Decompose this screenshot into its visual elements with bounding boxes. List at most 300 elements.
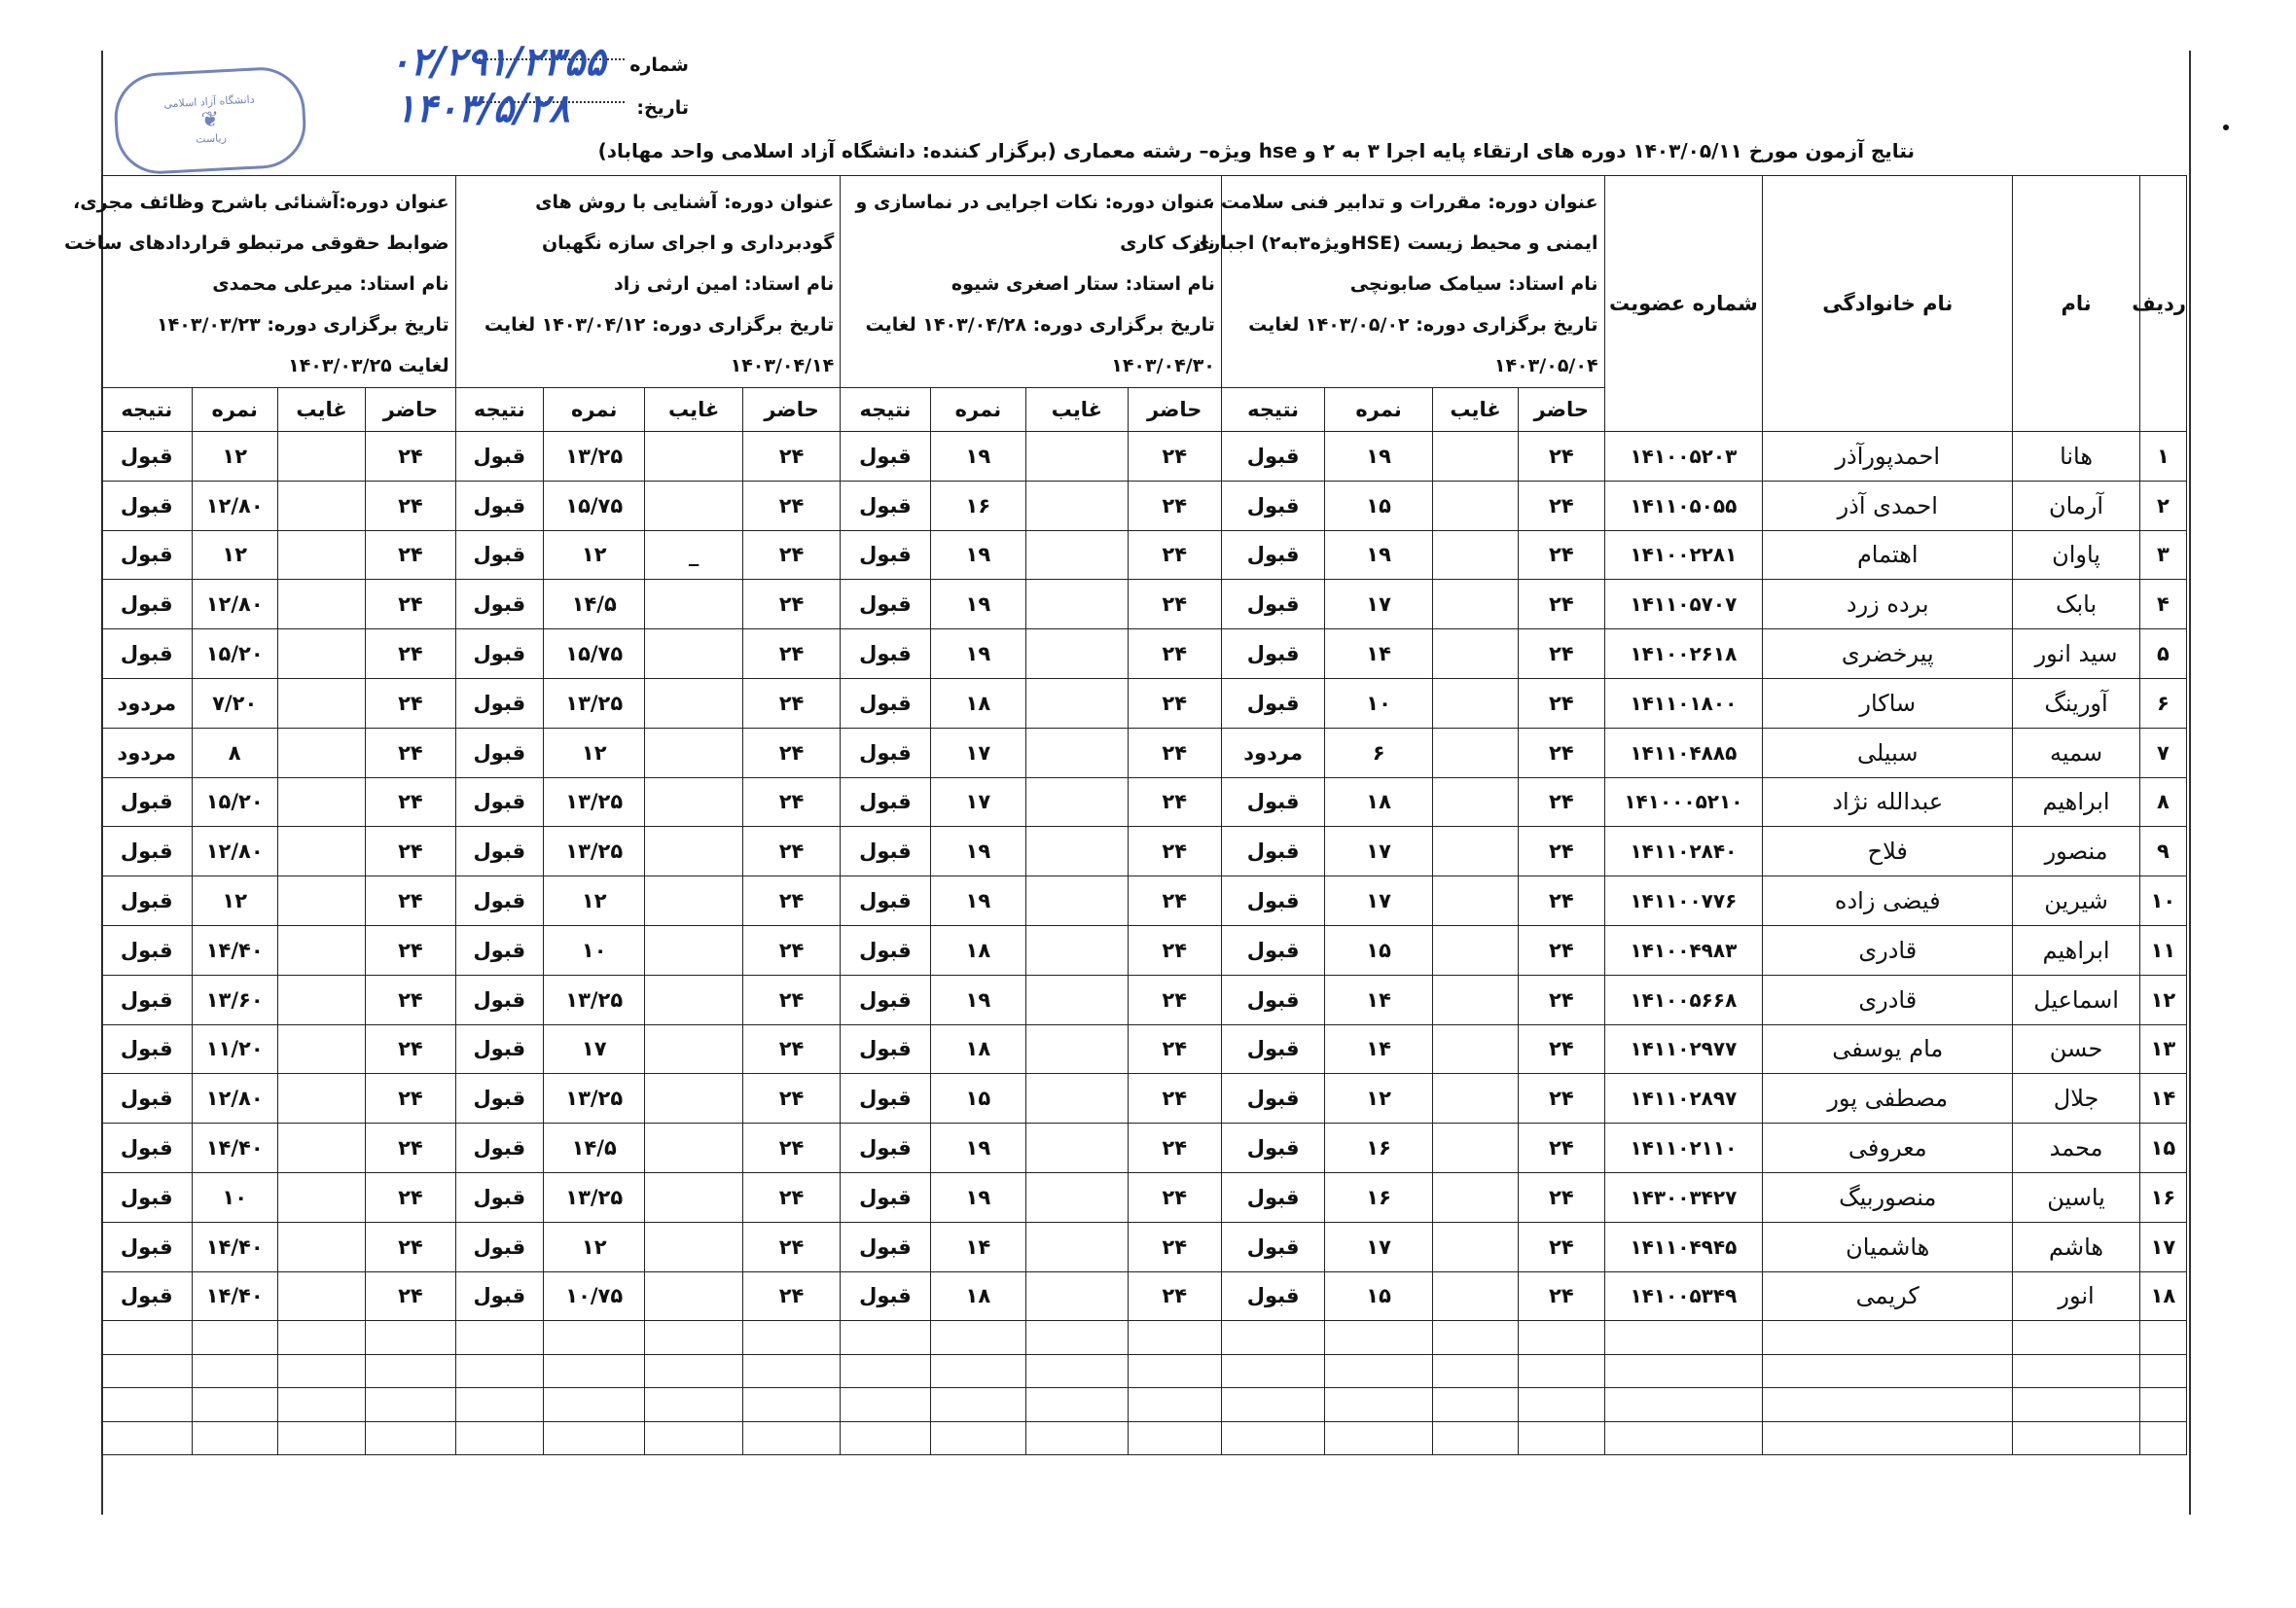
cell-course-2-absent [1026, 481, 1128, 530]
cell-course-3-score: ۱۲ [544, 530, 645, 580]
cell-course-2-absent [1026, 777, 1128, 827]
cell-course-1-present: ۲۴ [1519, 777, 1604, 827]
empty-cell [2139, 1421, 2186, 1455]
empty-cell [841, 1421, 930, 1455]
cell-course-1-present: ۲۴ [1519, 975, 1604, 1024]
stamp-line: دانشگاه آزاد اسلامی [163, 92, 255, 111]
cell-course-1-result: قبول [1221, 1074, 1324, 1124]
cell-course-2-result: قبول [841, 876, 930, 926]
cell-course-4-score: ۱۰ [192, 1172, 277, 1222]
cell-course-2-present: ۲۴ [1128, 827, 1221, 876]
cell-course-1-present: ۲۴ [1519, 1074, 1604, 1124]
cell-course-2-absent [1026, 975, 1128, 1024]
empty-cell [1604, 1321, 1763, 1355]
cell-course-3-result: قبول [455, 580, 543, 629]
empty-cell [366, 1421, 455, 1455]
cell-course-3-present: ۲۴ [742, 827, 840, 876]
cell-course-4-absent [277, 1124, 365, 1173]
cell-course-4-result: قبول [102, 1074, 193, 1124]
cell-row-number: ۱ [2139, 432, 2186, 482]
cell-course-2-result: قبول [841, 1024, 930, 1074]
cell-course-3-present: ۲۴ [742, 1024, 840, 1074]
empty-cell [544, 1421, 645, 1455]
cell-course-2-result: قبول [841, 530, 930, 580]
cell-course-4-score: ۱۲/۸۰ [192, 580, 277, 629]
cell-course-3-score: ۱۳/۲۵ [544, 1074, 645, 1124]
results-table [63, 175, 2187, 1455]
empty-cell [645, 1354, 742, 1388]
cell-row-number: ۱۱ [2139, 925, 2186, 975]
cell-course-4-absent [277, 1222, 365, 1271]
empty-cell [1026, 1388, 1128, 1422]
cell-course-4-absent [277, 876, 365, 926]
cell-course-2-absent [1026, 1074, 1128, 1124]
cell-course-2-present: ۲۴ [1128, 1074, 1221, 1124]
cell-name: انور [2013, 1271, 2140, 1321]
table-row [102, 678, 2187, 728]
cell-course-4-score: ۱۴/۴۰ [192, 1124, 277, 1173]
cell-course-2-result: قبول [841, 432, 930, 482]
cell-course-1-score: ۱۲ [1325, 1074, 1432, 1124]
table-row [102, 629, 2187, 679]
cell-course-1-absent [1432, 678, 1518, 728]
empty-cell [1432, 1354, 1518, 1388]
cell-course-1-absent [1432, 580, 1518, 629]
cell-course-4-score: ۷/۲۰ [192, 678, 277, 728]
cell-course-3-score: ۱۲ [544, 728, 645, 777]
empty-cell [1128, 1388, 1221, 1422]
col-header-score: نمره [1325, 388, 1432, 432]
empty-cell [1604, 1388, 1763, 1422]
cell-row-number: ۱۳ [2139, 1024, 2186, 1074]
cell-course-4-present: ۲۴ [366, 1222, 455, 1271]
cell-course-2-absent [1026, 1271, 1128, 1321]
course-3-line: گودبرداری و اجرای سازه نگهبان [541, 232, 835, 254]
cell-row-number: ۱۸ [2139, 1271, 2186, 1321]
cell-course-3-absent [645, 975, 742, 1024]
cell-member: ۱۴۱۱۰۲۱۱۰ [1604, 1124, 1763, 1173]
cell-course-4-score: ۱۴/۴۰ [192, 1271, 277, 1321]
cell-course-3-result: قبول [455, 481, 543, 530]
cell-name: هانا [2013, 432, 2140, 482]
cell-course-1-score: ۱۹ [1325, 530, 1432, 580]
cell-name: محمد [2013, 1124, 2140, 1173]
cell-course-4-score: ۱۵/۲۰ [192, 777, 277, 827]
empty-cell [1026, 1421, 1128, 1455]
cell-course-4-score: ۱۴/۴۰ [192, 1222, 277, 1271]
cell-course-2-score: ۱۹ [930, 629, 1025, 679]
course-header-2 [841, 176, 1222, 388]
cell-row-number: ۶ [2139, 678, 2186, 728]
cell-course-2-score: ۱۹ [930, 432, 1025, 482]
empty-cell [544, 1388, 645, 1422]
cell-course-4-result: قبول [102, 827, 193, 876]
university-stamp [112, 65, 307, 176]
cell-course-3-score: ۱۷ [544, 1024, 645, 1074]
cell-course-2-absent [1026, 827, 1128, 876]
cell-course-3-present: ۲۴ [742, 1172, 840, 1222]
cell-family: قادری [1763, 975, 2013, 1024]
empty-cell [366, 1321, 455, 1355]
cell-course-1-score: ۱۷ [1325, 1222, 1432, 1271]
empty-cell [192, 1354, 277, 1388]
cell-course-4-score: ۱۲ [192, 530, 277, 580]
cell-row-number: ۲ [2139, 481, 2186, 530]
cell-member: ۱۴۱۰۰۲۶۱۸ [1604, 629, 1763, 679]
cell-course-2-present: ۲۴ [1128, 1024, 1221, 1074]
cell-course-4-score: ۱۴/۴۰ [192, 925, 277, 975]
table-row [102, 481, 2187, 530]
cell-name: ابراهیم [2013, 777, 2140, 827]
cell-course-2-present: ۲۴ [1128, 580, 1221, 629]
cell-course-4-score: ۱۳/۶۰ [192, 975, 277, 1024]
cell-course-4-absent [277, 1271, 365, 1321]
empty-cell [102, 1354, 193, 1388]
cell-course-4-score: ۱۲/۸۰ [192, 1074, 277, 1124]
course-3-line: ۱۴۰۳/۰۴/۱۴ [730, 355, 835, 376]
course-1-line: ۱۴۰۳/۰۵/۰۴ [1493, 355, 1598, 376]
cell-course-3-present: ۲۴ [742, 1222, 840, 1271]
cell-course-4-result: قبول [102, 629, 193, 679]
cell-course-2-present: ۲۴ [1128, 1172, 1221, 1222]
col-header-present: حاضر [742, 388, 840, 432]
cell-course-1-absent [1432, 530, 1518, 580]
cell-course-3-score: ۱۴/۵ [544, 580, 645, 629]
empty-cell [192, 1421, 277, 1455]
empty-cell [841, 1354, 930, 1388]
cell-course-1-absent [1432, 432, 1518, 482]
course-4-line: عنوان دوره:آشنائی باشرح وظائف مجری، [73, 192, 449, 213]
cell-course-1-result: قبول [1221, 876, 1324, 926]
cell-course-4-result: قبول [102, 432, 193, 482]
empty-cell [1026, 1321, 1128, 1355]
cell-course-3-result: قبول [455, 1124, 543, 1173]
cell-course-4-present: ۲۴ [366, 1172, 455, 1222]
cell-course-2-score: ۱۸ [930, 1024, 1025, 1074]
course-1-line: ایمنی و محیط زیست (HSEویژه۳به۲) اجباری [1192, 232, 1598, 254]
empty-cell [645, 1421, 742, 1455]
cell-course-3-absent [645, 1024, 742, 1074]
cell-course-3-result: قبول [455, 1074, 543, 1124]
empty-cell [1519, 1321, 1604, 1355]
empty-cell [1519, 1354, 1604, 1388]
cell-course-2-result: قبول [841, 1124, 930, 1173]
cell-course-2-present: ۲۴ [1128, 481, 1221, 530]
page-title: نتایج آزمون مورخ ۱۴۰۳/۰۵/۱۱ دوره های ارتقاء پایه اجرا ۳ به ۲ و hse ویژه– رشته معماری (برگزار کننده: دانشگاه آزاد اسلامی واحد مهاباد) [597, 139, 1915, 162]
col-header-name: نام [2013, 176, 2140, 432]
empty-cell [1221, 1321, 1324, 1355]
empty-cell [1325, 1421, 1432, 1455]
cell-course-1-score: ۱۸ [1325, 777, 1432, 827]
cell-course-3-result: قبول [455, 728, 543, 777]
cell-course-4-result: قبول [102, 925, 193, 975]
cell-course-3-result: قبول [455, 925, 543, 975]
cell-course-3-score: ۱۴/۵ [544, 1124, 645, 1173]
empty-cell [102, 1321, 193, 1355]
cell-course-2-result: قبول [841, 1172, 930, 1222]
cell-course-1-result: قبول [1221, 1222, 1324, 1271]
cell-course-3-result: قبول [455, 629, 543, 679]
cell-course-2-absent [1026, 925, 1128, 975]
cell-course-4-absent [277, 481, 365, 530]
cell-member: ۱۴۱۰۰۵۲۰۳ [1604, 432, 1763, 482]
empty-cell [2013, 1421, 2140, 1455]
cell-course-1-present: ۲۴ [1519, 728, 1604, 777]
cell-course-4-result: قبول [102, 481, 193, 530]
cell-row-number: ۹ [2139, 827, 2186, 876]
cell-course-1-result: قبول [1221, 678, 1324, 728]
cell-row-number: ۱۶ [2139, 1172, 2186, 1222]
cell-course-4-present: ۲۴ [366, 432, 455, 482]
cell-family: قادری [1763, 925, 2013, 975]
cell-course-3-result: قبول [455, 827, 543, 876]
col-header-result: نتیجه [455, 388, 543, 432]
cell-course-1-present: ۲۴ [1519, 678, 1604, 728]
cell-family: مصطفی پور [1763, 1074, 2013, 1124]
cell-course-2-present: ۲۴ [1128, 629, 1221, 679]
empty-cell [742, 1321, 840, 1355]
cell-course-2-present: ۲۴ [1128, 432, 1221, 482]
cell-course-1-absent [1432, 1271, 1518, 1321]
empty-cell [1221, 1421, 1324, 1455]
cell-course-3-score: ۱۳/۲۵ [544, 975, 645, 1024]
course-3-line: عنوان دوره: آشنایی با روش های [535, 192, 835, 213]
cell-course-1-present: ۲۴ [1519, 925, 1604, 975]
cell-row-number: ۵ [2139, 629, 2186, 679]
cell-course-2-score: ۱۷ [930, 777, 1025, 827]
cell-course-3-present: ۲۴ [742, 432, 840, 482]
empty-cell [645, 1321, 742, 1355]
cell-course-2-absent [1026, 678, 1128, 728]
table-row [102, 827, 2187, 876]
empty-cell [277, 1421, 365, 1455]
cell-course-2-score: ۱۷ [930, 728, 1025, 777]
cell-course-3-result: قبول [455, 1024, 543, 1074]
empty-cell [102, 1388, 193, 1422]
cell-course-3-score: ۱۳/۲۵ [544, 432, 645, 482]
cell-course-4-absent [277, 1172, 365, 1222]
cell-course-2-absent [1026, 530, 1128, 580]
course-header-4 [63, 176, 456, 388]
cell-course-3-present: ۲۴ [742, 1074, 840, 1124]
empty-cell [192, 1388, 277, 1422]
number-row [389, 39, 689, 85]
col-header-absent: غایب [277, 388, 365, 432]
empty-cell [1128, 1421, 1221, 1455]
cell-course-3-present: ۲۴ [742, 629, 840, 679]
cell-course-4-result: قبول [102, 1024, 193, 1074]
cell-family: هاشمیان [1763, 1222, 2013, 1271]
cell-course-1-present: ۲۴ [1519, 1222, 1604, 1271]
cell-course-4-result: مردود [102, 678, 193, 728]
cell-course-1-score: ۶ [1325, 728, 1432, 777]
cell-name: پاوان [2013, 530, 2140, 580]
empty-cell [841, 1388, 930, 1422]
table-row [102, 1124, 2187, 1173]
cell-course-2-score: ۱۹ [930, 1172, 1025, 1222]
cell-course-3-result: قبول [455, 777, 543, 827]
table-row [102, 1074, 2187, 1124]
cell-name: آورینگ [2013, 678, 2140, 728]
cell-course-4-absent [277, 530, 365, 580]
cell-course-2-present: ۲۴ [1128, 975, 1221, 1024]
cell-member: ۱۴۱۱۰۴۹۴۵ [1604, 1222, 1763, 1271]
cell-course-3-absent [645, 1222, 742, 1271]
cell-course-2-absent [1026, 728, 1128, 777]
cell-name: سید انور [2013, 629, 2140, 679]
cell-course-4-present: ۲۴ [366, 481, 455, 530]
empty-cell [1763, 1321, 2013, 1355]
cell-course-4-result: قبول [102, 1124, 193, 1173]
cell-course-4-result: قبول [102, 1271, 193, 1321]
cell-family: پیرخضری [1763, 629, 2013, 679]
course-2-line: نازک کاری [1120, 232, 1215, 254]
cell-course-2-result: قبول [841, 481, 930, 530]
cell-course-2-present: ۲۴ [1128, 777, 1221, 827]
cell-course-2-score: ۱۹ [930, 975, 1025, 1024]
cell-course-2-result: قبول [841, 777, 930, 827]
cell-course-4-result: قبول [102, 777, 193, 827]
cell-family: ساکار [1763, 678, 2013, 728]
date-row [395, 82, 689, 131]
cell-course-4-present: ۲۴ [366, 1271, 455, 1321]
cell-course-4-result: قبول [102, 1222, 193, 1271]
cell-course-1-present: ۲۴ [1519, 1124, 1604, 1173]
col-header-result: نتیجه [1221, 388, 1324, 432]
cell-course-2-result: قبول [841, 678, 930, 728]
cell-course-3-absent [645, 580, 742, 629]
cell-course-2-score: ۱۹ [930, 580, 1025, 629]
empty-cell [544, 1354, 645, 1388]
col-header-present: حاضر [1519, 388, 1604, 432]
table-row [102, 728, 2187, 777]
cell-course-3-score: ۱۳/۲۵ [544, 1172, 645, 1222]
cell-course-3-result: قبول [455, 1271, 543, 1321]
number-label: شماره [629, 54, 689, 76]
cell-course-3-score: ۱۰ [544, 925, 645, 975]
header-main-row [102, 176, 2187, 388]
empty-cell [455, 1321, 543, 1355]
cell-course-4-score: ۱۱/۲۰ [192, 1024, 277, 1074]
cell-course-4-score: ۸ [192, 728, 277, 777]
cell-course-1-result: قبول [1221, 827, 1324, 876]
cell-course-1-result: مردود [1221, 728, 1324, 777]
cell-member: ۱۴۱۱۰۲۹۷۷ [1604, 1024, 1763, 1074]
cell-member: ۱۴۱۱۰۱۸۰۰ [1604, 678, 1763, 728]
table-row [102, 925, 2187, 975]
col-header-score: نمره [192, 388, 277, 432]
cell-family: اهتمام [1763, 530, 2013, 580]
cell-course-1-absent [1432, 1124, 1518, 1173]
table-row [102, 1271, 2187, 1321]
col-header-score: نمره [930, 388, 1025, 432]
col-header-absent: غایب [1432, 388, 1518, 432]
cell-course-2-score: ۱۵ [930, 1074, 1025, 1124]
cell-course-3-present: ۲۴ [742, 678, 840, 728]
cell-course-1-absent [1432, 827, 1518, 876]
col-header-absent: غایب [1026, 388, 1128, 432]
cell-member: ۱۴۱۱۰۲۸۹۷ [1604, 1074, 1763, 1124]
cell-course-4-absent [277, 1024, 365, 1074]
cell-course-3-result: قبول [455, 1222, 543, 1271]
table-row [102, 530, 2187, 580]
cell-course-4-result: قبول [102, 580, 193, 629]
cell-family: فیضی زاده [1763, 876, 2013, 926]
stamp-line: ریاست [195, 131, 228, 146]
col-header-score: نمره [544, 388, 645, 432]
cell-course-2-result: قبول [841, 1074, 930, 1124]
cell-course-1-present: ۲۴ [1519, 1172, 1604, 1222]
cell-course-1-present: ۲۴ [1519, 580, 1604, 629]
empty-cell [1432, 1388, 1518, 1422]
table-row [102, 1024, 2187, 1074]
cell-course-3-score: ۱۲ [544, 1222, 645, 1271]
cell-course-3-absent [645, 728, 742, 777]
cell-row-number: ۷ [2139, 728, 2186, 777]
cell-course-4-present: ۲۴ [366, 580, 455, 629]
empty-cell [1325, 1354, 1432, 1388]
cell-name: جلال [2013, 1074, 2140, 1124]
empty-cell [544, 1321, 645, 1355]
empty-cell [742, 1421, 840, 1455]
cell-family: مام یوسفی [1763, 1024, 2013, 1074]
cell-member: ۱۴۱۰۰۵۶۶۸ [1604, 975, 1763, 1024]
cell-course-3-result: قبول [455, 876, 543, 926]
empty-cell [930, 1388, 1025, 1422]
cell-course-2-result: قبول [841, 925, 930, 975]
cell-row-number: ۱۲ [2139, 975, 2186, 1024]
cell-course-3-present: ۲۴ [742, 777, 840, 827]
cell-family: کریمی [1763, 1271, 2013, 1321]
empty-cell [2013, 1321, 2140, 1355]
cell-course-4-result: قبول [102, 975, 193, 1024]
cell-course-2-score: ۱۸ [930, 925, 1025, 975]
cell-course-1-present: ۲۴ [1519, 432, 1604, 482]
cell-course-2-score: ۱۹ [930, 876, 1025, 926]
cell-course-2-result: قبول [841, 1222, 930, 1271]
cell-course-2-present: ۲۴ [1128, 1222, 1221, 1271]
cell-course-3-absent [645, 876, 742, 926]
cell-course-1-score: ۱۵ [1325, 925, 1432, 975]
cell-course-1-present: ۲۴ [1519, 1271, 1604, 1321]
course-1-line: تاریخ برگزاری دوره: ۱۴۰۳/۰۵/۰۲ لغایت [1248, 314, 1598, 336]
cell-course-2-score: ۱۹ [930, 827, 1025, 876]
cell-course-4-present: ۲۴ [366, 827, 455, 876]
empty-cell [277, 1321, 365, 1355]
cell-family: عبدالله نژاد [1763, 777, 2013, 827]
cell-course-1-score: ۱۰ [1325, 678, 1432, 728]
cell-course-3-present: ۲۴ [742, 975, 840, 1024]
cell-course-4-present: ۲۴ [366, 1124, 455, 1173]
cell-row-number: ۸ [2139, 777, 2186, 827]
cell-course-3-absent [645, 678, 742, 728]
cell-course-3-present: ۲۴ [742, 580, 840, 629]
cell-course-2-result: قبول [841, 827, 930, 876]
empty-cell [1763, 1354, 2013, 1388]
cell-course-2-score: ۱۹ [930, 1124, 1025, 1173]
cell-course-4-score: ۱۲/۸۰ [192, 481, 277, 530]
table-row [102, 1222, 2187, 1271]
cell-course-4-result: قبول [102, 1172, 193, 1222]
empty-row [102, 1321, 2187, 1355]
cell-name: اسماعیل [2013, 975, 2140, 1024]
col-header-member: شماره عضویت [1604, 176, 1763, 432]
col-header-present: حاضر [366, 388, 455, 432]
cell-course-1-absent [1432, 629, 1518, 679]
table-row [102, 975, 2187, 1024]
cell-course-3-present: ۲۴ [742, 1124, 840, 1173]
cell-course-1-result: قبول [1221, 1024, 1324, 1074]
